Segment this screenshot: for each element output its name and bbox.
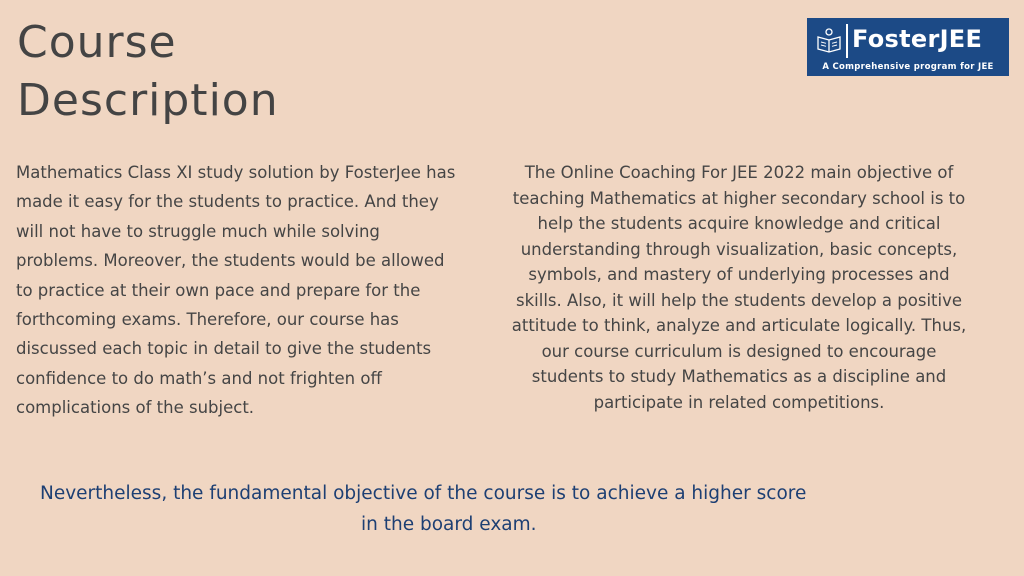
page-title [17,14,279,130]
logo-tagline: A Comprehensive program for JEE [822,62,994,72]
logo-divider [846,24,848,58]
title-line-2: Description [17,75,279,126]
book-reader-icon [816,27,842,53]
closing-line-2: in the board exam. [361,514,537,535]
title-line-1: Course [17,17,177,68]
logo-name: FosterJEE [852,25,983,53]
left-paragraph: Mathematics Class XI study solution by FosterJee has made it easy for the students to practice. And they will not have to struggle much while solving problems. Moreover, the students would be allowed to practice at their own pace and prepare for the forthcoming exams. Therefore, our course has discussed each topic in detail to give the students confidence to do math’s and not frighten off complications of the subject. [16,163,456,418]
closing-statement [40,478,920,540]
closing-line-1: Nevertheless, the fundamental objective of the course is to achieve a higher score [40,483,807,504]
right-paragraph: The Online Coaching For JEE 2022 main objective of teaching Mathematics at higher secondary school is to help the students acquire knowledge and critical understanding through visualization, basic concepts, symbols, and mastery of underlying processes and skills. Also, it will help the students develop a positive attitude to think, analyze and articulate logically. Thus, our course curriculum is designed to encourage students to study Mathematics as a discipline and participate in related competitions. [511,163,967,412]
fosterjee-logo [807,18,1009,76]
